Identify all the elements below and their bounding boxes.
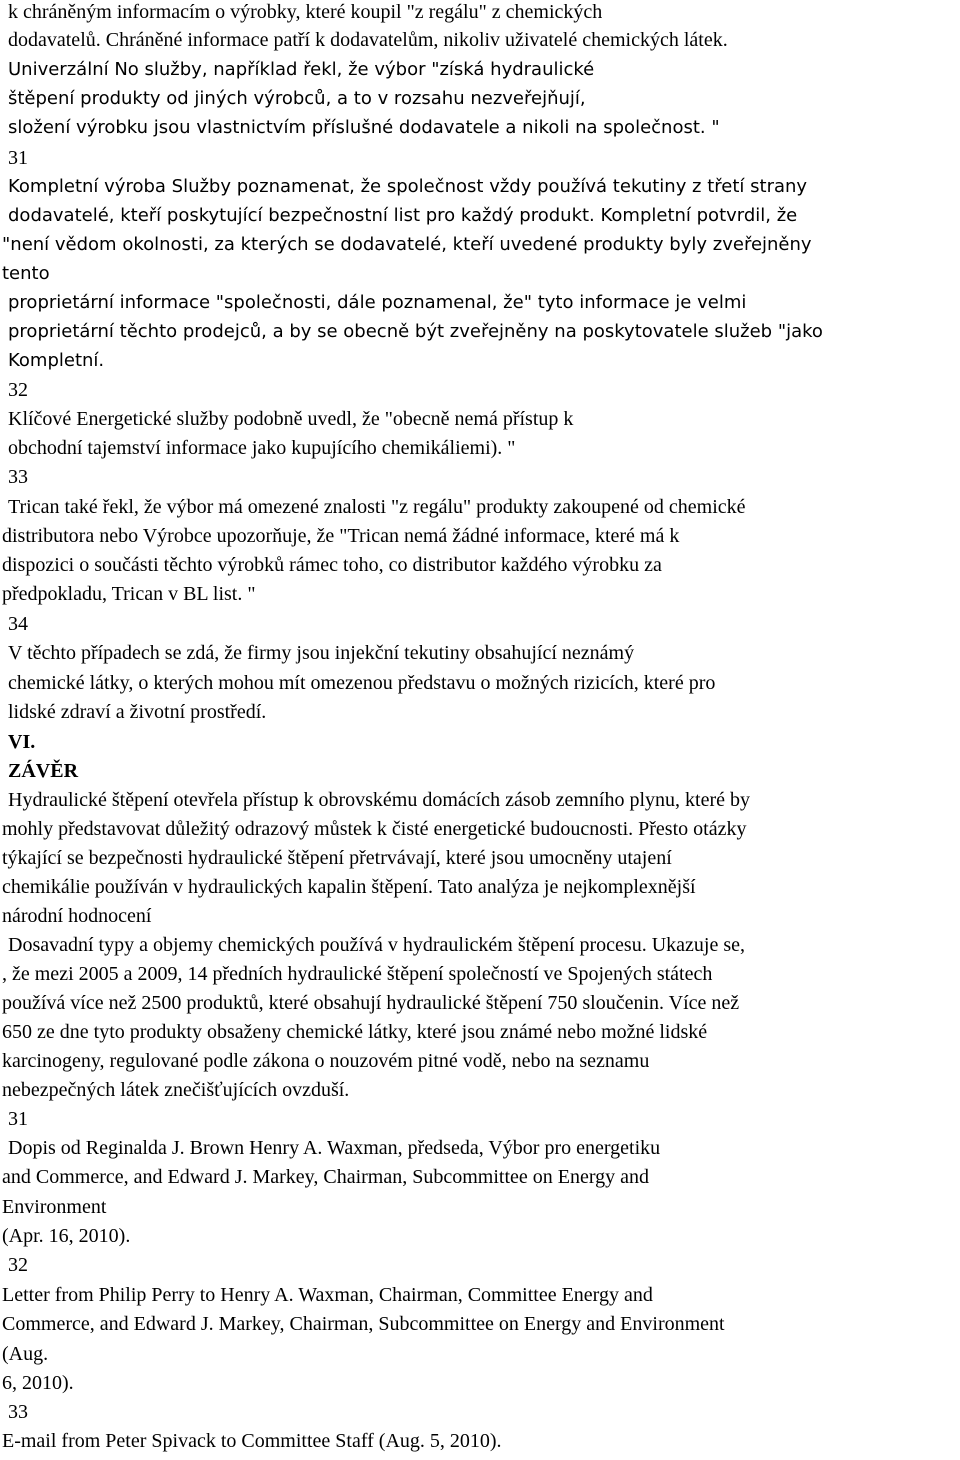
text-line: nebezpečných látek znečišťujících ovzduší. [2, 1079, 350, 1101]
text-line: "není vědom okolnosti, za kterých se dodavatelé, kteří uvedené produkty byly zveřejněny [2, 234, 812, 255]
text-line: Hydraulické štěpení otevřela přístup k obrovskému domácích zásob zemního plynu, které by [8, 789, 751, 811]
text-line: předpokladu, Trican v BL list. " [2, 583, 256, 605]
text-line: používá více než 2500 produktů, které obsahují hydraulické štěpení 750 sloučenin. Více než [2, 992, 740, 1014]
footnote-text: 6, 2010). [2, 1372, 74, 1394]
text-line: 650 ze dne tyto produkty obsaženy chemické látky, které jsou známé nebo možné lidské [2, 1021, 708, 1043]
footnote-text: Environment [2, 1196, 107, 1218]
footnote-text: Letter from Philip Perry to Henry A. Waxman, Chairman, Committee Energy and [2, 1284, 653, 1306]
text-line: lidské zdraví a životní prostředí. [8, 701, 267, 723]
text-line: chemikálie používán v hydraulických kapalin štěpení. Tato analýza je nejkomplexnější [2, 876, 696, 898]
text-line: Dosavadní typy a objemy chemických používá v hydraulickém štěpení procesu. Ukazuje se, [8, 934, 745, 956]
text-line: Univerzální No služby, například řekl, že výbor "získá hydraulické [8, 59, 595, 80]
text-line: mohly představovat důležitý odrazový můstek k čisté energetické budoucnosti. Přesto otázky [2, 818, 747, 840]
footnote-number: 32 [8, 379, 28, 401]
footnote-number: 34 [8, 613, 28, 635]
text-line: štěpení produkty od jiných výrobců, a to v rozsahu nezveřejňují, [8, 88, 586, 109]
text-line: proprietární informace "společnosti, dále poznamenal, že" tyto informace je velmi [8, 292, 747, 313]
text-line: národní hodnocení [2, 905, 152, 927]
footnote-number: 32 [8, 1254, 28, 1276]
footnote-number: 33 [8, 1401, 28, 1423]
text-line: Kompletní. [8, 350, 105, 371]
text-line: tento [2, 263, 50, 284]
footnote-text: E-mail from Peter Spivack to Committee Staff (Aug. 5, 2010). [2, 1430, 502, 1452]
text-line: týkající se bezpečnosti hydraulické štěpení přetrvávají, které jsou umocněny utajení [2, 847, 672, 869]
text-line: Klíčové Energetické služby podobně uvedl, že "obecně nemá přístup k [8, 408, 574, 430]
footnote-number: 33 [8, 466, 28, 488]
text-line: dodavatelé, kteří poskytující bezpečnostní list pro každý produkt. Kompletní potvrdil, že [8, 205, 798, 226]
section-heading: ZÁVĚR [8, 760, 79, 782]
text-line: složení výrobku jsou vlastnictvím příslušné dodavatele a nikoli na společnost. " [8, 117, 720, 138]
section-number: VI. [8, 731, 36, 753]
footnote-text: and Commerce, and Edward J. Markey, Chairman, Subcommittee on Energy and [2, 1166, 650, 1188]
footnote-number: 31 [8, 147, 28, 169]
text-line: , že mezi 2005 a 2009, 14 předních hydraulické štěpení společností ve Spojených státech [2, 963, 713, 985]
footnote-text: (Apr. 16, 2010). [2, 1225, 131, 1247]
text-line: karcinogeny, regulované podle zákona o nouzovém pitné vodě, nebo na seznamu [2, 1050, 650, 1072]
text-line: proprietární těchto prodejců, a by se obecně být zveřejněny na poskytovatele služeb "jako [8, 321, 823, 342]
text-line: Kompletní výroba Služby poznamenat, že společnost vždy používá tekutiny z třetí strany [8, 176, 808, 197]
text-line: V těchto případech se zdá, že firmy jsou injekční tekutiny obsahující neznámý [8, 642, 635, 664]
text-line: Trican také řekl, že výbor má omezené znalosti "z regálu" produkty zakoupené od chemické [8, 496, 746, 518]
text-line: k chráněným informacím o výrobky, které koupil "z regálu" z chemických [8, 1, 603, 23]
text-line: obchodní tajemství informace jako kupujícího chemikáliemi). " [8, 437, 516, 459]
text-line: dodavatelů. Chráněné informace patří k dodavatelům, nikoliv uživatelé chemických látek. [8, 29, 728, 51]
footnote-number: 31 [8, 1108, 28, 1130]
text-line: chemické látky, o kterých mohou mít omezenou představu o možných rizicích, které pro [8, 672, 716, 694]
footnote-text: Dopis od Reginalda J. Brown Henry A. Waxman, předseda, Výbor pro energetiku [8, 1137, 661, 1159]
footnote-text: Commerce, and Edward J. Markey, Chairman, Subcommittee on Energy and Environment [2, 1313, 725, 1335]
text-line: dispozici o součásti těchto výrobků rámec toho, co distributor každého výrobku za [2, 554, 662, 576]
text-line: distributora nebo Výrobce upozorňuje, že "Trican nemá žádné informace, které má k [2, 525, 680, 547]
footnote-text: (Aug. [2, 1343, 49, 1365]
